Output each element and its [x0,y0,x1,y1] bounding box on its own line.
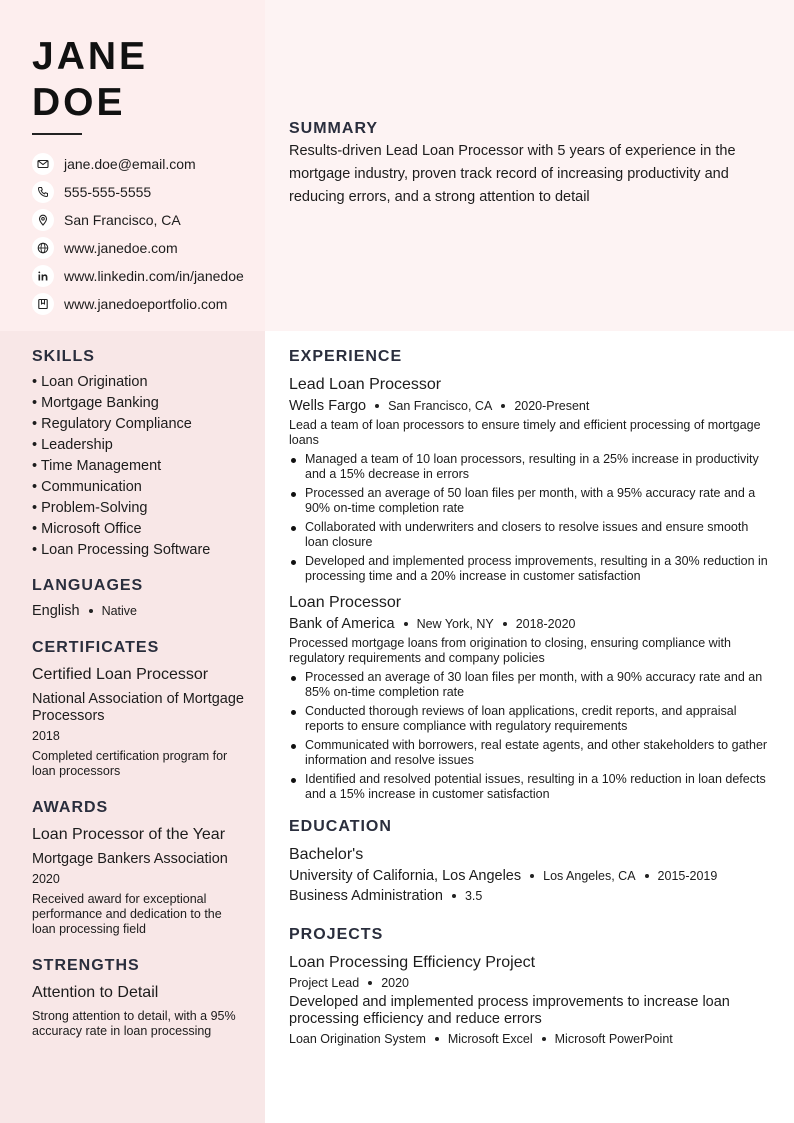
job-meta [289,398,774,414]
education-section [289,818,774,904]
projects-heading: PROJECTS [289,926,384,943]
project-tool: Microsoft PowerPoint [554,1032,673,1046]
project-tool: Microsoft Excel [447,1032,533,1046]
skill-item: • Microsoft Office [32,521,142,537]
certificate-org: National Association of Mortgage Processors [32,691,244,724]
separator-dot [375,404,379,408]
education-gpa: 3.5 [464,889,483,903]
job-location: New York, NY [416,617,494,631]
linkedin-icon [32,265,54,287]
location-icon [32,209,54,231]
contact-linkedin-text: www.linkedin.com/in/janedoe [64,268,244,284]
strengths-heading: STRENGTHS [32,957,140,974]
project-description: Developed and implemented process improvements to increase loan processing efficiency and reduce errors [289,994,730,1027]
award-org: Mortgage Bankers Association [32,851,228,867]
awards-heading: AWARDS [32,799,109,816]
job-location: San Francisco, CA [388,399,493,413]
contact-portfolio-text: www.janedoeportfolio.com [64,296,228,312]
award-desc: Received award for exceptional performance and dedication to the loan processing field [32,892,222,936]
contact-list [32,150,267,318]
skill-item: • Mortgage Banking [32,395,159,411]
project-year: 2020 [381,976,409,990]
job-entry [289,594,774,802]
job-bullet: Processed an average of 50 loan files per month, with a 95% accuracy rate and a 90% on-time completion rate [289,486,774,516]
job-entry [289,376,774,584]
project-tool: Loan Origination System [289,1032,426,1046]
globe-icon [32,237,54,259]
job-bullet: Conducted thorough reviews of loan applications, credit reports, and appraisal reports to ensure compliance with regulatory requirements [289,704,774,734]
separator-dot [645,874,649,878]
right-column [289,348,774,1046]
skill-item: • Leadership [32,437,113,453]
strength-desc: Strong attention to detail, with a 95% accuracy rate in loan processing [32,1009,236,1038]
languages-section [32,577,247,619]
award-year: 2020 [32,872,60,886]
language-level: Native [101,604,137,618]
job-company: Bank of America [289,616,395,632]
contact-phone[interactable] [32,178,267,206]
name-divider [32,133,82,135]
separator-dot [89,609,93,613]
skills-section [32,348,247,561]
job-description: Processed mortgage loans from origination to closing, ensuring compliance with regulatory requirements and company policies [289,636,731,665]
project-tools [289,1032,774,1046]
portfolio-icon [32,293,54,315]
separator-dot [530,874,534,878]
job-bullets [289,670,774,802]
job-dates: 2020-Present [514,399,590,413]
education-dates: 2015-2019 [657,869,718,883]
skills-list [32,372,247,561]
language-name: English [32,603,80,619]
award-name: Loan Processor of the Year [32,826,226,843]
job-title: Loan Processor [289,594,402,611]
project-name: Loan Processing Efficiency Project [289,954,536,971]
job-description: Lead a team of loan processors to ensure timely and efficient processing of mortgage loans [289,418,761,447]
experience-section [289,348,774,802]
languages-heading: LANGUAGES [32,577,144,594]
strength-name: Attention to Detail [32,984,159,1001]
education-school: University of California, Los Angeles [289,868,522,884]
job-bullet: Managed a team of 10 loan processors, resulting in a 25% increase in productivity and a 15% decrease in errors [289,452,774,482]
certificate-year: 2018 [32,729,60,743]
education-school-row [289,868,774,884]
job-meta [289,616,774,632]
summary-section [289,120,769,209]
job-bullet: Developed and implemented process improvements, resulting in a 30% reduction in processing time and a 20% increase in customer satisfaction [289,554,774,584]
separator-dot [501,404,505,408]
skill-item: • Communication [32,479,142,495]
job-bullets [289,452,774,584]
separator-dot [404,622,408,626]
job-title: Lead Loan Processor [289,376,442,393]
project-role: Project Lead [289,976,360,990]
phone-icon [32,181,54,203]
job-bullet: Processed an average of 30 loan files per month, with a 90% accuracy rate and an 85% on-time completion rate [289,670,774,700]
left-column [32,348,247,1039]
education-location: Los Angeles, CA [543,869,636,883]
certificates-heading: CERTIFICATES [32,639,160,656]
projects-section [289,926,774,1046]
certificate-desc: Completed certification program for loan processors [32,749,228,778]
separator-dot [368,981,372,985]
skill-item: • Regulatory Compliance [32,416,192,432]
separator-dot [452,894,456,898]
candidate-name [32,34,148,126]
email-icon [32,153,54,175]
education-field-row [289,888,774,904]
job-company: Wells Fargo [289,398,367,414]
contact-portfolio[interactable] [32,290,267,318]
awards-section [32,799,247,937]
first-name: JANE [32,35,149,78]
summary-text: Results-driven Lead Loan Processor with 5 years of experience in the mortgage industry, proven track record of increasing productivity and reducing errors, and a strong attention to detail [289,143,736,205]
job-bullet: Communicated with borrowers, real estate agents, and other stakeholders to gather information and resolve issues [289,738,774,768]
separator-dot [542,1037,546,1041]
education-heading: EDUCATION [289,818,392,835]
job-bullet: Identified and resolved potential issues, resulting in a 10% reduction in loan defects and a 15% increase in customer satisfaction [289,772,774,802]
summary-heading: SUMMARY [289,120,379,137]
certificates-section [32,639,247,779]
skill-item: • Time Management [32,458,162,474]
strengths-section [32,957,247,1039]
job-bullet: Collaborated with underwriters and closers to resolve issues and ensure smooth loan closure [289,520,774,550]
certificate-name: Certified Loan Processor [32,666,209,683]
skills-heading: SKILLS [32,348,95,365]
skill-item: • Problem-Solving [32,500,148,516]
skill-item: • Loan Processing Software [32,542,211,558]
education-field: Business Administration [289,888,443,904]
job-dates: 2018-2020 [515,617,576,631]
experience-heading: EXPERIENCE [289,348,403,365]
contact-email-text: jane.doe@email.com [64,156,196,172]
skill-item: • Loan Origination [32,374,148,390]
separator-dot [503,622,507,626]
contact-email[interactable] [32,150,267,178]
contact-linkedin[interactable] [32,262,267,290]
contact-phone-text: 555-555-5555 [64,184,152,200]
contact-location[interactable] [32,206,267,234]
language-item [32,603,247,619]
contact-website-text: www.janedoe.com [64,240,178,256]
education-degree: Bachelor's [289,846,364,863]
separator-dot [435,1037,439,1041]
last-name: DOE [32,81,126,124]
contact-website[interactable] [32,234,267,262]
contact-location-text: San Francisco, CA [64,212,181,228]
project-meta [289,976,774,990]
